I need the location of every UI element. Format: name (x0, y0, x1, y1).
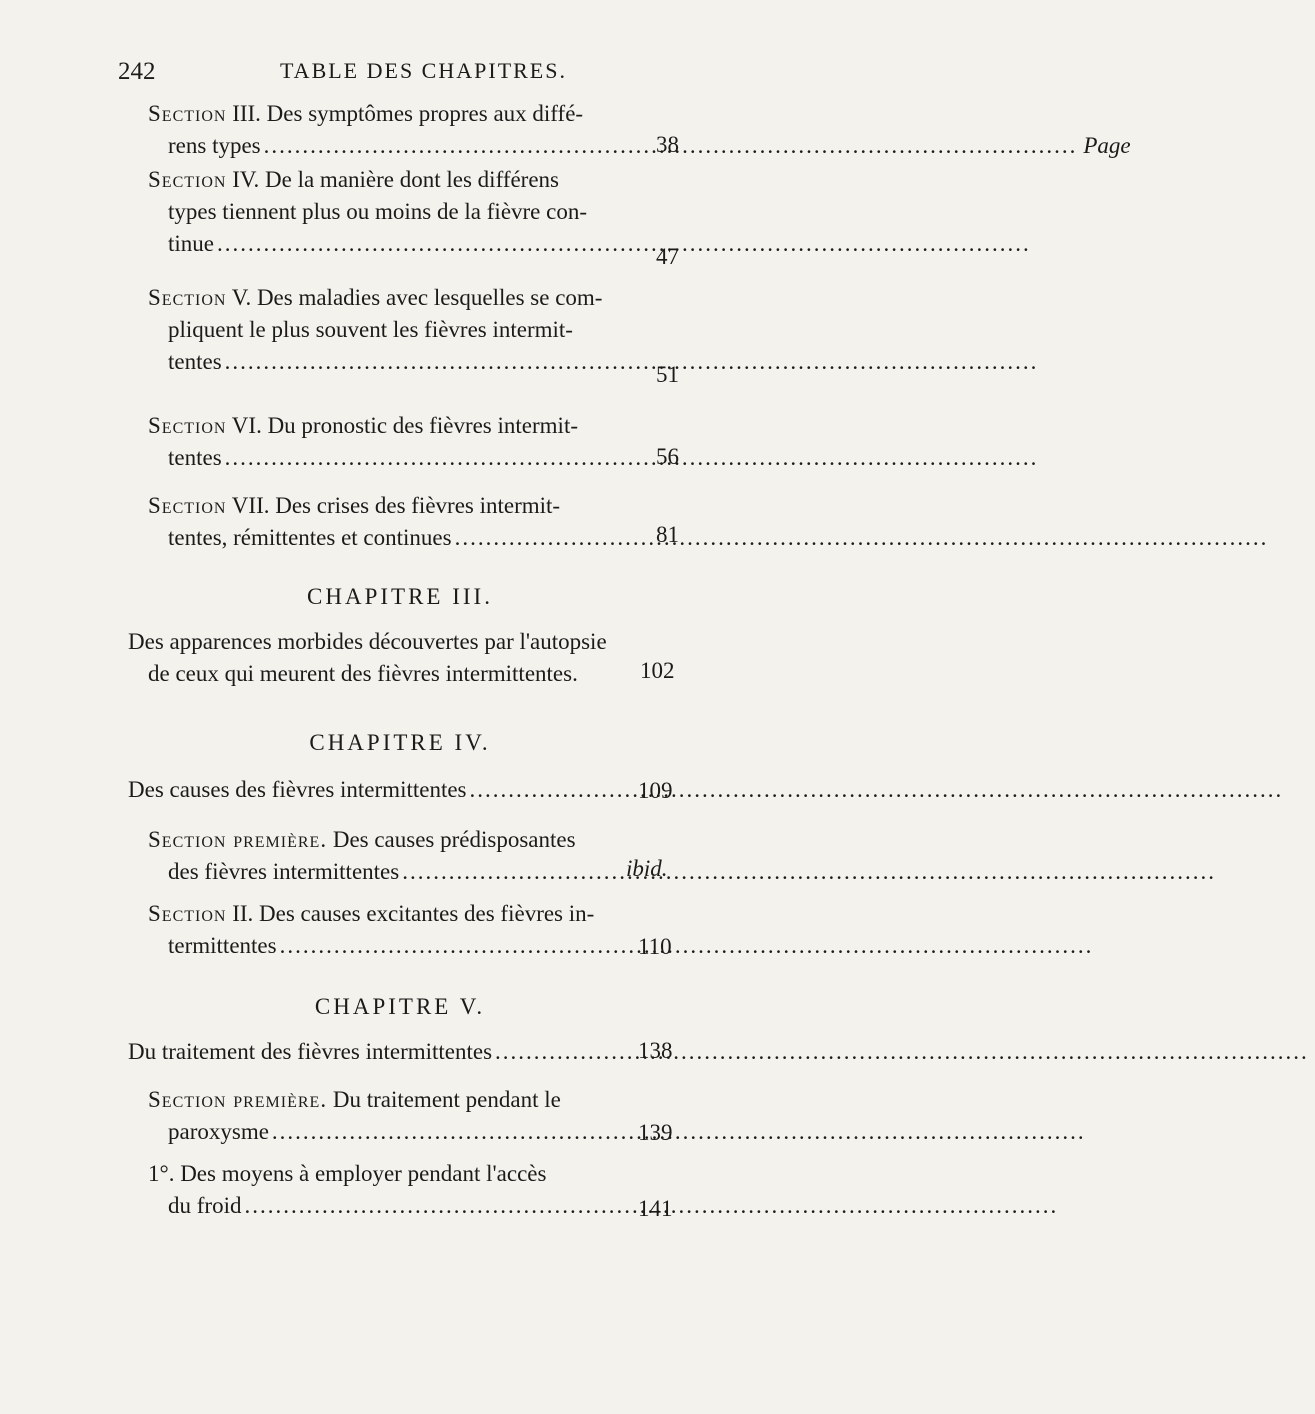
entry-text-line: tentes (168, 445, 222, 470)
section-label: Section (148, 167, 227, 192)
section-label: Section (148, 901, 227, 926)
toc-entry-chapter-3 (128, 626, 698, 690)
toc-page-number: 56 (656, 444, 679, 469)
dot-leader (225, 349, 1039, 374)
dot-leader (272, 1119, 1086, 1144)
entry-text-line: tentes, rémittentes et continues (168, 525, 452, 550)
running-head (118, 58, 578, 90)
toc-entry-chapter-5-item-1 (148, 1158, 678, 1222)
entry-text-line: 1°. Des moyens à employer pendant l'accès (148, 1161, 547, 1186)
toc-entry-chapter-4-section-1 (148, 824, 678, 888)
toc-page-number: 81 (656, 522, 679, 547)
dot-leader (402, 859, 1216, 884)
page-number: 242 (118, 58, 156, 85)
toc-page-number: 110 (638, 934, 672, 959)
entry-text-line: Des causes des fièvres intermittentes (128, 777, 467, 802)
toc-entry-section-4 (148, 164, 678, 260)
entry-text-line: Du traitement des fièvres intermittentes (128, 1039, 493, 1064)
toc-entry-chapter-5 (128, 1036, 658, 1068)
entry-text-line: des fièvres intermittentes (168, 859, 400, 884)
entry-text-line: tentes (168, 349, 222, 374)
toc-page-number: 109 (638, 778, 673, 803)
chapter-heading-4: CHAPITRE IV. (309, 730, 491, 755)
entry-text-line: paroxysme (168, 1119, 269, 1144)
toc-page-number: 51 (656, 362, 679, 387)
entry-text-line: termittentes (168, 933, 277, 958)
toc-page-number: 38 (656, 132, 679, 157)
section-label: Section (148, 285, 227, 310)
toc-entry-section-7 (148, 490, 678, 554)
dot-leader (217, 231, 1031, 256)
toc-entry-chapter-4-section-2 (148, 898, 678, 962)
entry-text-line: Du traitement pendant le (332, 1087, 561, 1112)
chapter-heading-5: CHAPITRE V. (314, 994, 486, 1019)
entry-text-line: V. Des maladies avec lesquelles se com- (231, 285, 603, 310)
section-label: Section (148, 413, 227, 438)
dot-leader (470, 777, 1284, 802)
entry-text-line: rens types (168, 133, 261, 158)
toc-page-number: 141 (638, 1196, 673, 1221)
section-label: Section première. (148, 1087, 328, 1112)
toc-entry-section-6 (148, 410, 678, 474)
page-word: Page (1083, 133, 1131, 158)
entry-text-line: Des causes prédisposantes (332, 827, 576, 852)
toc-page-number: 47 (656, 244, 679, 269)
toc-entry-section-3 (148, 98, 1131, 162)
entry-text-line: du froid (168, 1193, 242, 1218)
entry-text-line: pliquent le plus souvent les fièvres intermit- (168, 317, 573, 342)
entry-text-line: Des apparences morbides découvertes par l'autopsie (128, 629, 607, 654)
entry-text-line: types tiennent plus ou moins de la fièvre con- (168, 199, 588, 224)
entry-text-line: IV. De la manière dont les différens (232, 167, 559, 192)
dot-leader (280, 933, 1094, 958)
page-title: TABLE DES CHAPITRES. (280, 58, 567, 83)
dot-leader (225, 445, 1039, 470)
section-label: Section (148, 493, 227, 518)
chapter-heading-3: CHAPITRE III. (307, 584, 493, 609)
entry-text-line: tinue (168, 231, 214, 256)
toc-page-number: 139 (638, 1120, 673, 1145)
section-label: Section (148, 101, 227, 126)
toc-page-number: 138 (638, 1038, 673, 1063)
section-label: Section première. (148, 827, 328, 852)
toc-entry-chapter-4 (128, 774, 658, 806)
entry-text-line: VI. Du pronostic des fièvres intermit- (231, 413, 578, 438)
entry-text-line: VII. Des crises des fièvres intermit- (231, 493, 561, 518)
entry-text-line: de ceux qui meurent des fièvres intermittentes. (148, 661, 578, 686)
entry-text-line: II. Des causes excitantes des fièvres in- (232, 901, 595, 926)
toc-page-number: 102 (640, 658, 675, 683)
toc-page-number: ibid. (626, 856, 668, 881)
dot-leader (455, 525, 1269, 550)
toc-entry-section-5 (148, 282, 678, 378)
toc-entry-chapter-5-section-1 (148, 1084, 678, 1148)
dot-leader (495, 1039, 1309, 1064)
entry-text-line: III. Des symptômes propres aux diffé- (232, 101, 584, 126)
